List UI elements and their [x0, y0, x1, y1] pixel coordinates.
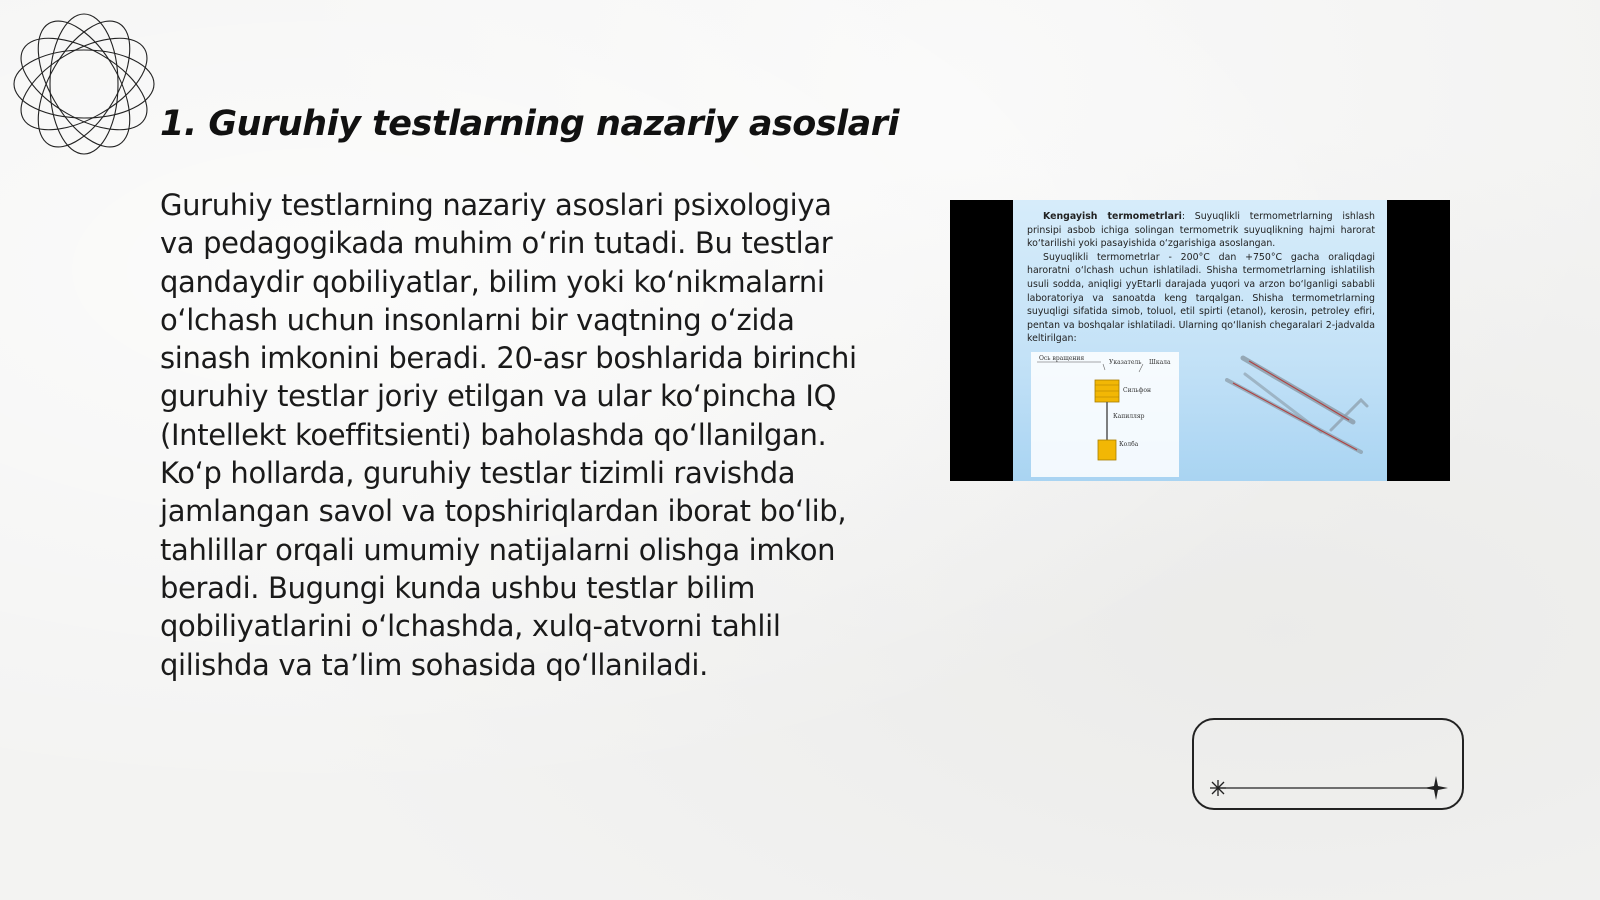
image-heading: Kengayish termometrlari — [1043, 211, 1182, 222]
timeline-decoration — [1192, 718, 1464, 810]
thermometer-illustration — [1031, 352, 1381, 477]
label-capillary: Капилляр — [1113, 413, 1145, 420]
timeline-line — [1194, 720, 1466, 812]
image-paragraph-1: : Suyuqlikli termometrlarning ishlash prinsipi asbob ichiga solingan termometrik suyuqlikning hajmi harorat ko‘tarilishi yoki pasayishida o‘zgarishiga asoslangan. — [1027, 211, 1375, 250]
slide-title: 1. Guruhiy testlarning nazariy asoslari — [160, 104, 900, 144]
slide-paragraph: Guruhiy testlarning nazariy asoslari psixologiya va pedagogikada muhim o‘rin tutadi. Bu testlar qandaydir qobiliyatlar, bilim yoki ko‘nikmalarni o‘lchash uchun insonlarni bir vaqtning o‘zida sinash imkonini beradi. 20-asr boshlarida birinchi guruhiy testlar joriy etilgan va ular ko‘pincha IQ (Intellekt koeffitsienti) baholashda qo‘llanilgan. Ko‘p hollarda, guruhiy testlar tizimli ravishda jamlangan savol va topshiriqlardan iborat bo‘lib, tahlillar orqali umumiy natijalarni olishga imkon beradi. Bugungi kunda ushbu testlar bilim qobiliyatlarini o‘lchashda, xulq-atvorni tahlil qilishda va ta’lim sohasida qo‘llaniladi. — [160, 188, 857, 682]
four-point-star-icon — [1424, 776, 1448, 800]
sparkle-icon — [1210, 780, 1226, 796]
image-paragraph-2: Suyuqlikli termometrlar - 200°C dan +750°C gacha oraliqdagi haroratni o‘lchash uchun ishlatiladi. Shisha termometrlarning ishlatilish usuli sodda, aniqligi yyEtarli darajada yuqori va arzon bo‘lganligi sababli laboratoriya va sanoatda keng tarqalgan. Shisha termometrlarning suyuqligi sifatida simob, toluol, etil spirti (etanol), kerosin, petroley efiri, pentan va boshqalar ishlatiladi. Ularning qo‘llanish chegaralari 2-jadvalda keltirilgan: — [1027, 251, 1375, 345]
label-scale: Шкала — [1149, 359, 1171, 366]
label-bellows: Сильфон — [1123, 387, 1151, 394]
label-pointer: Указатель — [1109, 359, 1142, 366]
bulb-shape — [1098, 440, 1116, 460]
thermometer-image — [950, 200, 1450, 481]
rings-ornament-icon — [10, 10, 158, 158]
label-bulb: Колба — [1119, 441, 1139, 448]
label-rotation-axis: Ось вращения — [1039, 355, 1085, 362]
